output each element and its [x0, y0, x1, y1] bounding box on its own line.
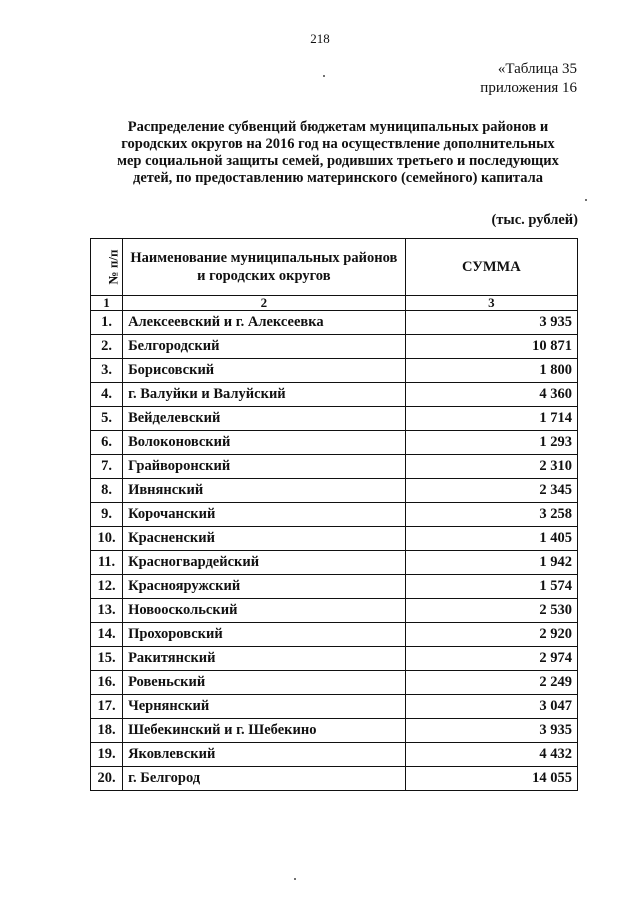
row-number: 13. [91, 599, 123, 623]
document-title [98, 119, 578, 187]
district-name: Красногвардейский [123, 551, 406, 575]
table-reference-line2: приложения 16 [480, 80, 577, 96]
district-name: Алексеевский и г. Алексеевка [123, 311, 406, 335]
subvention-amount: 1 714 [405, 407, 577, 431]
column-number-row [91, 296, 578, 311]
table-body [91, 311, 578, 791]
subvention-amount: 3 258 [405, 503, 577, 527]
table-row [91, 503, 578, 527]
row-number: 12. [91, 575, 123, 599]
subvention-amount: 4 432 [405, 743, 577, 767]
row-number: 9. [91, 503, 123, 527]
table-row [91, 359, 578, 383]
subvention-amount: 10 871 [405, 335, 577, 359]
district-name: Краснояружский [123, 575, 406, 599]
subvention-amount: 2 974 [405, 647, 577, 671]
subvention-amount: 1 574 [405, 575, 577, 599]
table-row [91, 719, 578, 743]
row-number: 20. [91, 767, 123, 791]
row-number: 3. [91, 359, 123, 383]
row-number: 17. [91, 695, 123, 719]
table-row [91, 527, 578, 551]
header-sum: СУММА [405, 239, 577, 296]
table-row [91, 455, 578, 479]
table-row [91, 479, 578, 503]
row-number: 11. [91, 551, 123, 575]
row-number: 19. [91, 743, 123, 767]
district-name: г. Белгород [123, 767, 406, 791]
row-number: 6. [91, 431, 123, 455]
table-row [91, 767, 578, 791]
header-name-line2: и городских округов [197, 268, 331, 284]
subvention-amount: 2 920 [405, 623, 577, 647]
title-line4: детей, по предоставлению материнского (семейного) капитала [133, 170, 543, 186]
subvention-amount: 3 047 [405, 695, 577, 719]
subvention-amount: 2 345 [405, 479, 577, 503]
district-name: Корочанский [123, 503, 406, 527]
district-name: Красненский [123, 527, 406, 551]
subvention-amount: 2 249 [405, 671, 577, 695]
table-header-row [91, 239, 578, 296]
header-name [123, 239, 406, 296]
scan-speck [585, 199, 587, 201]
table-row [91, 695, 578, 719]
table-row [91, 335, 578, 359]
row-number: 2. [91, 335, 123, 359]
district-name: Волоконовский [123, 431, 406, 455]
header-number-label: № п/п [105, 249, 121, 285]
subventions-table [90, 238, 578, 791]
table-row [91, 671, 578, 695]
row-number: 8. [91, 479, 123, 503]
subvention-amount: 1 942 [405, 551, 577, 575]
table-row [91, 407, 578, 431]
header-number [91, 239, 123, 296]
row-number: 15. [91, 647, 123, 671]
table-row [91, 551, 578, 575]
subvention-amount: 1 293 [405, 431, 577, 455]
table-row [91, 311, 578, 335]
district-name: Белгородский [123, 335, 406, 359]
table-reference [480, 60, 577, 98]
row-number: 14. [91, 623, 123, 647]
table-row [91, 599, 578, 623]
row-number: 4. [91, 383, 123, 407]
subvention-amount: 14 055 [405, 767, 577, 791]
units-label: (тыс. рублей) [491, 212, 578, 228]
subvention-amount: 3 935 [405, 311, 577, 335]
district-name: Грайворонский [123, 455, 406, 479]
subvention-amount: 2 310 [405, 455, 577, 479]
column-number-3: 3 [405, 296, 577, 311]
row-number: 16. [91, 671, 123, 695]
table-row [91, 383, 578, 407]
district-name: Ровеньский [123, 671, 406, 695]
scan-speck [323, 75, 325, 77]
column-number-1: 1 [91, 296, 123, 311]
district-name: Прохоровский [123, 623, 406, 647]
subvention-amount: 3 935 [405, 719, 577, 743]
title-line1: Распределение субвенций бюджетам муниципальных районов и [127, 119, 549, 135]
district-name: Чернянский [123, 695, 406, 719]
row-number: 10. [91, 527, 123, 551]
column-number-2: 2 [123, 296, 406, 311]
subvention-amount: 2 530 [405, 599, 577, 623]
table-row [91, 623, 578, 647]
row-number: 1. [91, 311, 123, 335]
row-number: 18. [91, 719, 123, 743]
table-row [91, 575, 578, 599]
district-name: г. Валуйки и Валуйский [123, 383, 406, 407]
header-name-line1: Наименование муниципальных районов [130, 250, 398, 266]
subvention-amount: 4 360 [405, 383, 577, 407]
page-number: 218 [310, 31, 330, 46]
subvention-amount: 1 800 [405, 359, 577, 383]
title-line3: мер социальной защиты семей, родивших третьего и последующих [117, 153, 559, 169]
row-number: 7. [91, 455, 123, 479]
row-number: 5. [91, 407, 123, 431]
scan-speck [294, 878, 296, 880]
district-name: Вейделевский [123, 407, 406, 431]
district-name: Шебекинский и г. Шебекино [123, 719, 406, 743]
district-name: Борисовский [123, 359, 406, 383]
district-name: Ракитянский [123, 647, 406, 671]
table-row [91, 743, 578, 767]
district-name: Новооскольский [123, 599, 406, 623]
title-line2: городских округов на 2016 год на осуществление дополнительных [121, 136, 555, 152]
subvention-amount: 1 405 [405, 527, 577, 551]
table-row [91, 431, 578, 455]
district-name: Ивнянский [123, 479, 406, 503]
district-name: Яковлевский [123, 743, 406, 767]
table-row [91, 647, 578, 671]
table-reference-line1: «Таблица 35 [497, 61, 577, 77]
